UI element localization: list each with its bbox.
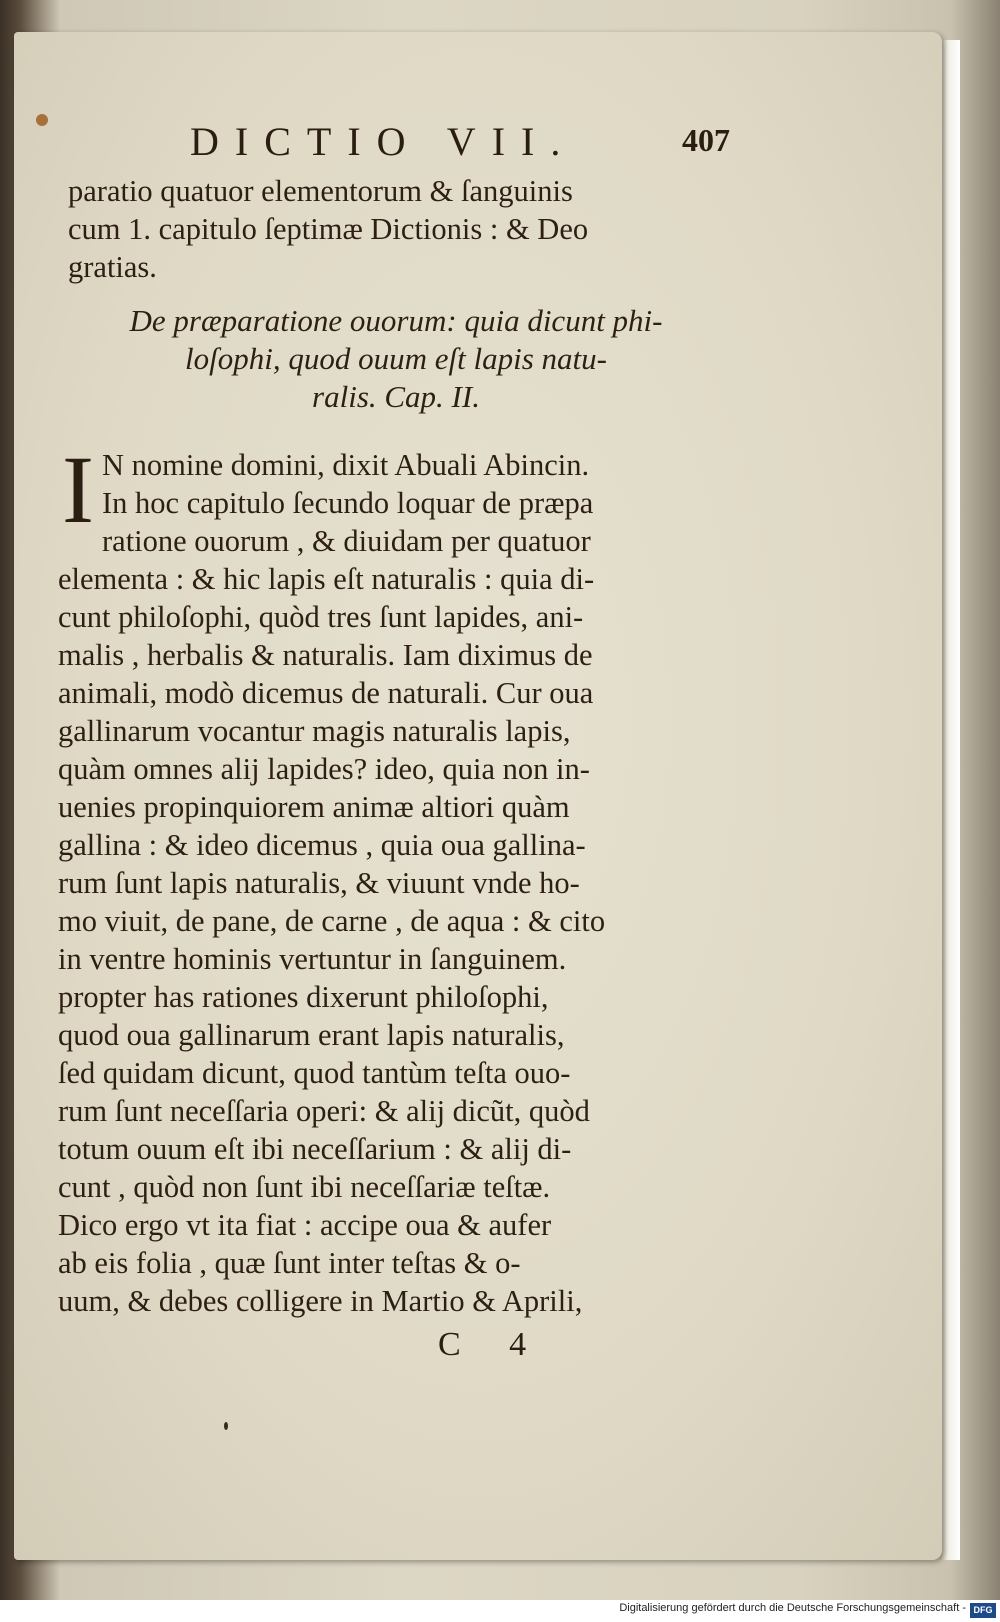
signature-mark: C 4 xyxy=(438,1326,547,1363)
text-line: cum 1. capitulo ſeptimæ Dictionis : & Deo xyxy=(68,212,589,246)
text-line: malis , herbalis & naturalis. Iam diximus de xyxy=(58,638,593,672)
stain-mark xyxy=(224,1422,228,1430)
text-line: totum ouum eſt ibi neceſſarium : & alij di- xyxy=(58,1132,572,1166)
text-line: in ventre hominis vertuntur in ſanguinem. xyxy=(58,942,567,976)
text-line: rum ſunt neceſſaria operi: & alij dicũt, quòd xyxy=(58,1094,590,1128)
text-line: N nomine domini, dixit Abuali Abincin. xyxy=(102,448,590,482)
digitization-credit: Digitalisierung gefördert durch die Deutsche Forschungsgemeinschaft - xyxy=(619,1602,966,1614)
text-line: cunt philoſophi, quòd tres ſunt lapides, ani- xyxy=(58,600,584,634)
text-line: uenies propinquiorem animæ altiori quàm xyxy=(58,790,570,824)
text-line: paratio quatuor elementorum & ſanguinis xyxy=(68,174,573,208)
footer-bar xyxy=(0,1600,1000,1622)
heading-line: ralis. Cap. II. xyxy=(312,379,480,414)
text-line: gallinarum vocantur magis naturalis lapis, xyxy=(58,714,571,748)
text-line: quod oua gallinarum erant lapis naturalis, xyxy=(58,1018,565,1052)
page-number: 407 xyxy=(682,122,730,158)
text-line: quàm omnes alij lapides? ideo, quia non in- xyxy=(58,752,590,786)
text-line: Dico ergo vt ita fiat : accipe oua & aufer xyxy=(58,1208,552,1242)
text-line: animali, modò dicemus de naturali. Cur oua xyxy=(58,676,594,710)
heading-line: loſophi, quod ouum eſt lapis natu- xyxy=(185,341,607,376)
text-line: ratione ouorum , & diuidam per quatuor xyxy=(102,524,591,558)
text-line: gratias. xyxy=(68,250,157,284)
drop-cap-initial: I xyxy=(62,436,94,543)
text-line: ſed quidam dicunt, quod tantùm teſta ouo- xyxy=(58,1056,571,1090)
text-line: In hoc capitulo ſecundo loquar de præpa xyxy=(102,486,594,520)
text-line: elementa : & hic lapis eſt naturalis : quia di- xyxy=(58,562,595,596)
stain-mark xyxy=(36,114,48,126)
text-line: mo viuit, de pane, de carne , de aqua : & cito xyxy=(58,904,606,938)
dfg-logo: DFG xyxy=(970,1603,996,1618)
text-line: uum, & debes colligere in Martio & Aprili, xyxy=(58,1284,583,1318)
text-line: gallina : & ideo dicemus , quia oua gallina- xyxy=(58,828,586,862)
page-edge xyxy=(940,40,960,1560)
running-title: DICTIO VII. xyxy=(190,119,577,164)
text-line: rum ſunt lapis naturalis, & viuunt vnde ho- xyxy=(58,866,580,900)
text-line: propter has rationes dixerunt philoſophi, xyxy=(58,980,549,1014)
running-head xyxy=(190,118,730,178)
heading-line: De præparatione ouorum: quia dicunt phi- xyxy=(129,303,663,338)
text-line: ab eis folia , quæ ſunt inter teſtas & o- xyxy=(58,1246,521,1280)
text-line: cunt , quòd non ſunt ibi neceſſariæ teſtæ. xyxy=(58,1170,551,1204)
